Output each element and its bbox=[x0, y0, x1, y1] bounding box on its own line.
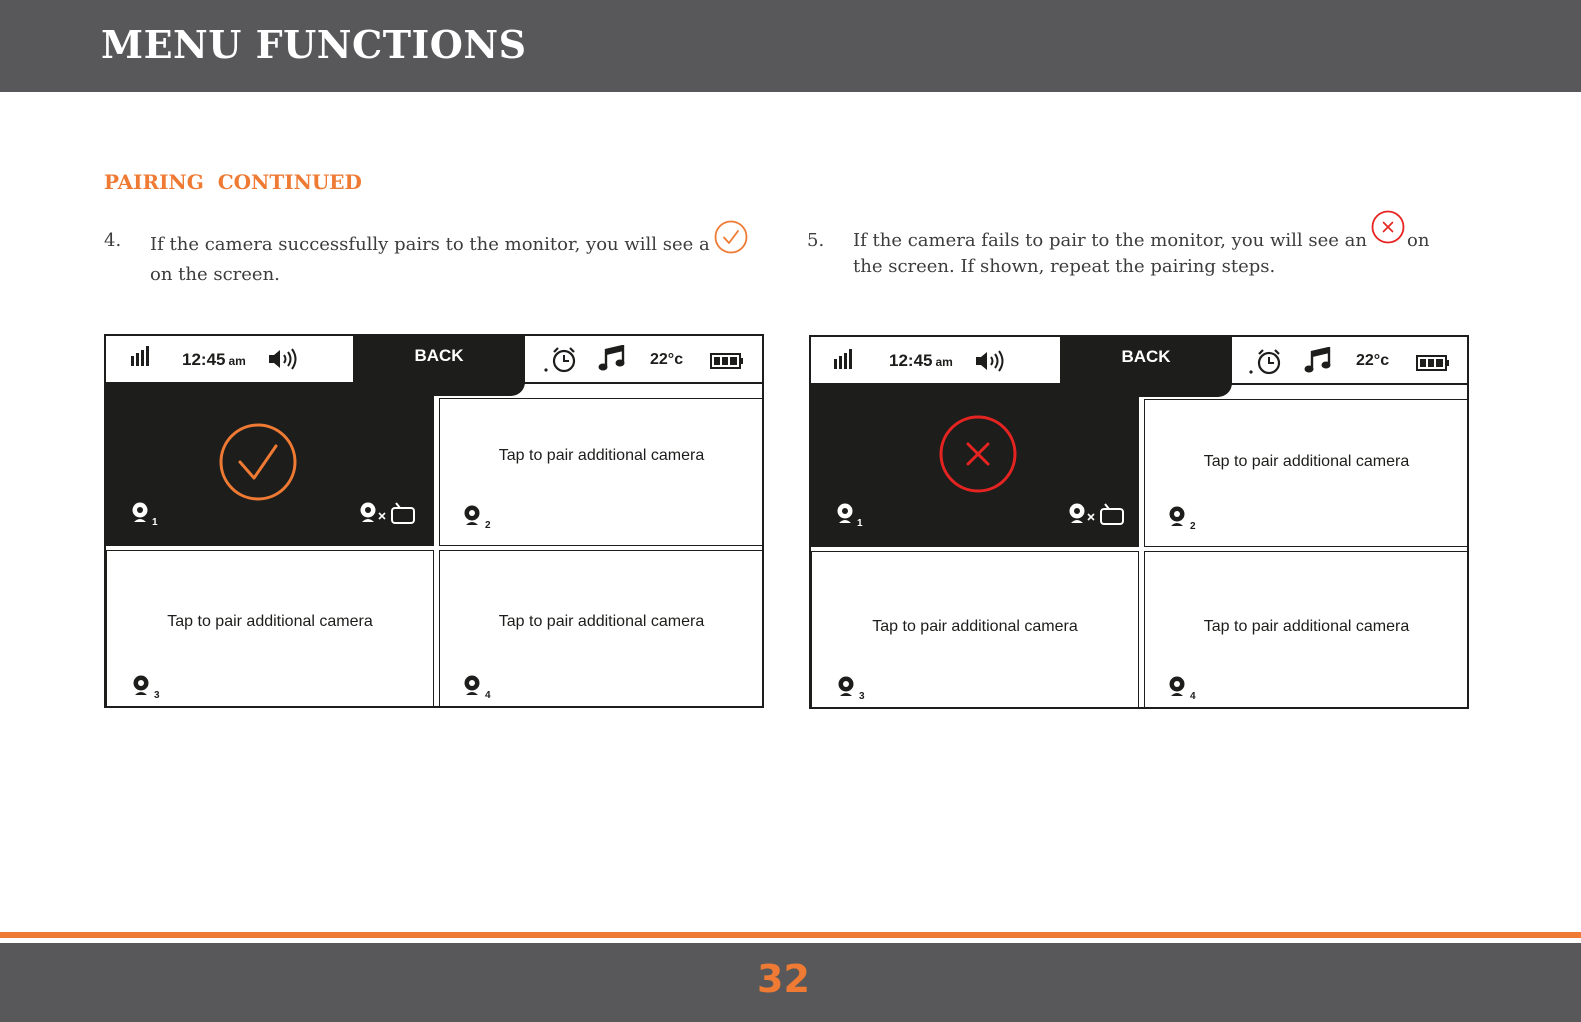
step-number: 5. bbox=[807, 230, 825, 251]
back-button-label: BACK bbox=[1121, 347, 1171, 366]
camera-slot-3[interactable] bbox=[106, 550, 434, 708]
camera-icon bbox=[462, 675, 482, 702]
page-title: MENU FUNCTIONS bbox=[101, 22, 527, 67]
camera-number: 3 bbox=[859, 691, 865, 702]
step-line: on the screen. bbox=[150, 264, 280, 285]
camera-slot-4[interactable] bbox=[1144, 551, 1469, 709]
speaker-icon[interactable] bbox=[975, 350, 1005, 377]
camera-slot-1[interactable] bbox=[106, 384, 434, 546]
status-bar bbox=[106, 336, 762, 384]
step-text bbox=[150, 228, 750, 288]
music-icon[interactable] bbox=[1304, 347, 1332, 380]
camera-slot-3[interactable] bbox=[811, 551, 1139, 709]
clock-time bbox=[889, 351, 953, 371]
page-number: 32 bbox=[757, 957, 810, 1001]
signal-icon bbox=[833, 347, 855, 376]
battery-icon bbox=[710, 353, 744, 374]
camera-icon bbox=[130, 502, 150, 529]
pair-camera-prompt[interactable]: Tap to pair additional camera bbox=[872, 618, 1078, 635]
pair-camera-prompt[interactable]: Tap to pair additional camera bbox=[167, 613, 373, 630]
step-line: the screen. If shown, repeat the pairing steps. bbox=[853, 256, 1276, 277]
camera-icon bbox=[131, 675, 151, 702]
camera-icon bbox=[835, 503, 855, 530]
back-button-label: BACK bbox=[414, 346, 464, 365]
monitor-screen-success bbox=[104, 334, 764, 708]
camera-icon bbox=[1167, 506, 1187, 533]
temperature-readout: 22°c bbox=[650, 351, 684, 368]
alarm-icon[interactable] bbox=[1249, 348, 1283, 381]
speaker-icon[interactable] bbox=[268, 348, 298, 375]
step-number: 4. bbox=[104, 230, 122, 251]
step-text bbox=[853, 228, 1429, 280]
camera-number: 4 bbox=[485, 690, 491, 701]
monitor-screen-failure bbox=[809, 335, 1469, 709]
pair-camera-prompt[interactable]: Tap to pair additional camera bbox=[498, 613, 705, 630]
camera-number: 2 bbox=[1190, 521, 1196, 532]
time-value: 12:45 bbox=[889, 351, 933, 370]
camera-icon bbox=[836, 676, 856, 703]
check-circle-icon bbox=[714, 220, 748, 262]
camera-unlinked-icon bbox=[1067, 503, 1131, 532]
check-circle-icon bbox=[218, 422, 298, 507]
status-bar bbox=[811, 337, 1467, 385]
step-line: on bbox=[1406, 230, 1430, 251]
camera-number: 2 bbox=[485, 520, 491, 531]
camera-number: 1 bbox=[152, 517, 158, 528]
camera-number: 4 bbox=[1190, 691, 1196, 702]
pair-camera-prompt[interactable]: Tap to pair additional camera bbox=[1203, 453, 1410, 470]
camera-icon bbox=[462, 505, 482, 532]
step-line: If the camera successfully pairs to the monitor, you will see a bbox=[150, 234, 710, 255]
page-header bbox=[0, 0, 1581, 92]
x-circle-icon bbox=[1371, 210, 1405, 252]
signal-icon bbox=[130, 344, 152, 373]
camera-slot-2[interactable] bbox=[439, 398, 764, 546]
camera-number: 1 bbox=[857, 518, 863, 529]
camera-icon bbox=[1167, 676, 1187, 703]
camera-slot-2[interactable] bbox=[1144, 399, 1469, 547]
pair-camera-prompt[interactable]: Tap to pair additional camera bbox=[498, 447, 705, 464]
alarm-icon[interactable] bbox=[544, 346, 578, 379]
camera-slot-1[interactable] bbox=[811, 385, 1139, 547]
music-icon[interactable] bbox=[598, 345, 626, 378]
time-am: am bbox=[935, 355, 953, 369]
temperature-readout: 22°c bbox=[1356, 352, 1390, 369]
camera-slot-4[interactable] bbox=[439, 550, 764, 708]
footer-accent-line bbox=[0, 932, 1581, 938]
section-title: PAIRING CONTINUED bbox=[104, 170, 362, 194]
clock-time bbox=[182, 350, 246, 370]
time-am: am bbox=[228, 354, 246, 368]
camera-unlinked-icon bbox=[358, 502, 422, 531]
step-line: If the camera fails to pair to the monitor, you will see an bbox=[853, 230, 1367, 251]
time-value: 12:45 bbox=[182, 350, 226, 369]
page-footer bbox=[0, 943, 1581, 1022]
pair-camera-prompt[interactable]: Tap to pair additional camera bbox=[1203, 618, 1410, 635]
battery-icon bbox=[1416, 355, 1450, 376]
camera-number: 3 bbox=[154, 690, 160, 701]
x-circle-icon bbox=[938, 414, 1018, 499]
